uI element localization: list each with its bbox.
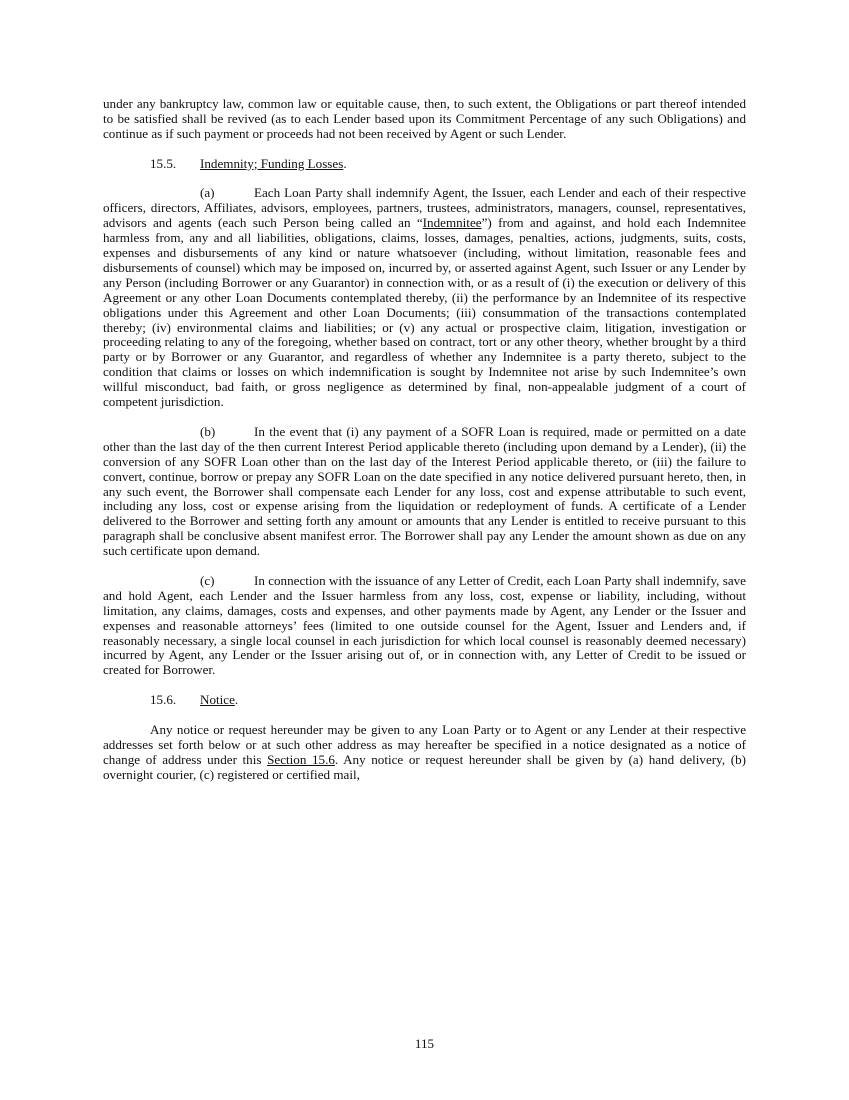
paragraph-text: In connection with the issuance of any Letter of Credit, each Loan Party shall indemnify, save and hold Agent, each Lender and the Issuer harmless from any loss, cost, expense or liability, including, without limitation, any claims, damages, costs and expenses, and other payments made by Agent, any Lender or the Issuer and expenses and reasonable attorneys’ fees (limited to one outside counsel for the Agent, Issuer and Lenders and, if reasonably necessary, a single local counsel in each jurisdiction for which local counsel is reasonably deemed necessary) incurred by Agent, any Lender or the Issuer arising out of, or in connection with, any Letter of Credit to be issued or created for Borrower.: [103, 572, 746, 678]
spacer: [103, 678, 746, 693]
spacer: [103, 142, 746, 157]
paragraph-letter: (b): [200, 423, 216, 439]
section-15-5-number: 15.5.: [150, 155, 177, 171]
paragraph-text: Any notice or request hereunder may be given to any Loan Party or to Agent or any Lender at their respective addresses set forth below or at such other address as may hereafter be specified in a notice designated as a notice of change of address under this: [103, 721, 746, 767]
paragraph-text: ”) from and against, and hold each Indemnitee harmless from, any and all liabilities, obligations, claims, losses, damages, penalties, actions, judgments, suits, costs, expenses and disbursements of any kind or nature whatsoever (including, without limitation, reasonable fees and disbursements of counsel) which may be imposed on, incurred by, or asserted against Agent, such Issuer or any Lender by any Person (including Borrower or any Guarantor) in connection with, or as a result of (i) the execution or delivery of this Agreement or any other Loan Documents contemplated thereby, (ii) the performance by an Indemnitee of its respective obligations under this Agreement and other Loan Documents; (iii) consummation of the transactions contemplated thereby; (iv) environmental claims and liabilities; or (v) any actual or prospective claim, litigation, investigation or proceeding relating to any of the foregoing, whether based on contract, tort or any other theory, whether brought by a third party or by Borrower or any Guarantor, and regardless of whether any Indemnitee is a party thereto, subject to the condition that claims or losses on which indemnification is sought by Indemnitee not arise by such Indemnitee’s own willful misconduct, bad faith, or gross negligence as determined by final, non-appealable judgment of a court of competent jurisdiction.: [103, 215, 746, 410]
spacer: [103, 172, 746, 187]
paragraph-15-5-b: [103, 425, 746, 559]
section-15-6-title-end: .: [234, 692, 239, 708]
defined-term-indemnitee: Indemnitee: [422, 215, 482, 231]
paragraph-15-5-a: [103, 186, 746, 410]
paragraph-text: In the event that (i) any payment of a SOFR Loan is required, made or permitted on a date other than the last day of the then current Interest Period applicable thereto (including upon demand by a Lender), (ii) the conversion of any SOFR Loan other than on the last day of the Interest Period applicable thereto, or (iii) the failure to convert, continue, borrow or prepay any SOFR Loan on the date specified in any notice delivered pursuant hereto, then, in any such event, the Borrower shall compensate each Lender for any loss, cost and expense attributable to such event, including any loss, cost or expense arising from the liquidation or redeployment of funds. A certificate of a Lender delivered to the Borrower and setting forth any amount or amounts that any Lender is entitled to receive pursuant to this paragraph shall be conclusive absent manifest error. The Borrower shall pay any Lender the amount shown as due on any such certificate upon demand.: [103, 423, 746, 559]
paragraph-text: . Any notice or request hereunder shall be given by (a) hand delivery, (b) overnight courier, (c) registered or certified mail,: [103, 751, 746, 782]
section-15-5-title: Indemnity; Funding Losses: [200, 155, 344, 171]
spacer: [103, 708, 746, 723]
paragraph-text: Each Loan Party shall indemnify Agent, the Issuer, each Lender and each of their respective officers, directors, Affiliates, advisors, employees, partners, trustees, administrators, managers, counsel, representatives, advisors and agents (each such Person being called an “: [103, 185, 746, 231]
page-number: 115: [414, 1036, 435, 1051]
intro-paragraph: under any bankruptcy law, common law or equitable cause, then, to such extent, the Obligations or part thereof intended to be satisfied shall be revived (as to each Lender based upon its Commitment Percentage of any such Obligations) and continue as if such payment or proceeds had not been received by Agent or such Lender.: [103, 96, 746, 141]
paragraph-15-6: [103, 723, 746, 783]
spacer: [103, 410, 746, 425]
paragraph-letter: (a): [200, 185, 215, 201]
paragraph-letter: (c): [200, 572, 215, 588]
section-15-6-heading: [103, 693, 746, 708]
spacer: [103, 559, 746, 574]
section-15-5-heading: [103, 157, 746, 172]
section-15-6-number: 15.6.: [150, 692, 177, 708]
section-reference-15-6: Section 15.6: [267, 751, 335, 767]
section-15-5-title-end: .: [343, 155, 347, 171]
paragraph-15-5-c: [103, 574, 746, 678]
section-15-6-title: Notice: [200, 692, 235, 708]
document-page: [103, 97, 746, 783]
